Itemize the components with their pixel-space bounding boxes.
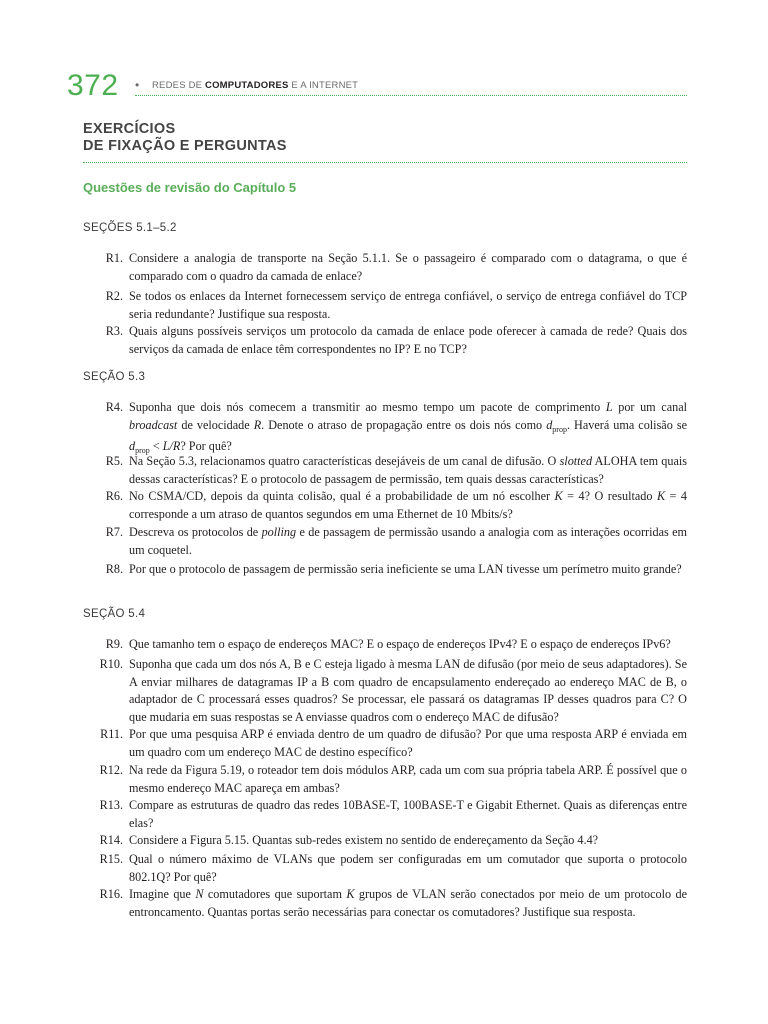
header-dotted-rule <box>135 95 687 96</box>
text-run: ALOHA tem quais dessas características? E o protocolo de passagem de permissão, tem quais dessas características? <box>129 454 688 486</box>
question-text: Considere a analogia de transporte na Seção 5.1.1. Se o passageiro é comparado com o datagrama, o que é comparado com o quadro da camada de enlace? <box>129 251 687 283</box>
question-text: Se todos os enlaces da Internet fornecessem serviço de entrega confiável, o serviço de entrega confiável do TCP seria redundante? Justifique sua resposta. <box>129 289 687 321</box>
question-text <box>129 524 687 559</box>
question-number: R14. <box>99 833 123 847</box>
running-header <box>67 70 687 102</box>
var-d: d <box>129 439 136 454</box>
text-run: grupos de VLAN serão conectados por meio de um protocolo de entroncamento. Quantas portas serão necessárias para conectar os comutadores? Justifique sua resposta. <box>129 887 687 919</box>
question-number: R8. <box>105 562 123 576</box>
question-number: R11. <box>100 727 123 741</box>
question-text: Quais alguns possíveis serviços um protocolo da camada de enlace pode oferecer à camada de rede? Quais dos serviços da camada de enlace têm correspondentes no IP? E no TCP? <box>129 324 687 356</box>
var-N: N <box>195 887 204 901</box>
var-K: K <box>656 489 666 503</box>
text-run: = 4 corresponde a um atraso de quantos segundos em uma Ethernet de 10 Mbits/s? <box>129 489 688 521</box>
question-text <box>129 453 687 488</box>
header-bullet: • <box>135 78 140 92</box>
question-text: Qual o número máximo de VLANs que podem ser configuradas em um comutador que suporta o protocolo 802.1Q? Por quê? <box>129 852 687 884</box>
text-run: comutadores que suportam <box>203 887 347 901</box>
text-run: ? Por quê? <box>180 439 232 454</box>
var-d: d <box>546 417 553 432</box>
page-number: 372 <box>67 69 119 102</box>
var-L-over-R: L/R <box>162 439 181 454</box>
exercises-title <box>83 121 287 155</box>
text-run: . Haverá uma colisão se <box>566 417 687 432</box>
running-title-post: E A INTERNET <box>288 80 359 91</box>
text-run: e de passagem de permissão usando a analogia com as interações ocorridas em um coquetel. <box>129 525 687 557</box>
question-text: Que tamanho tem o espaço de endereços MAC? E o espaço de endereços IPv4? E o espaço de endereços IPv6? <box>129 637 671 651</box>
question-text: Na rede da Figura 5.19, o roteador tem dois módulos ARP, cada um com sua própria tabela ARP. É possível que o mesmo endereço MAC apareça em ambas? <box>129 763 687 795</box>
running-title-pre: REDES DE <box>152 80 206 91</box>
term-polling: polling <box>261 525 297 539</box>
var-R: R <box>253 417 262 432</box>
running-title <box>152 80 358 91</box>
text-run: de velocidade <box>177 417 254 432</box>
question-number: R5. <box>105 454 123 468</box>
question-text: Suponha que cada um dos nós A, B e C esteja ligado à mesma LAN de difusão (por meio de seus adaptadores). Se A enviar milhares de datagramas IP a B com quadro de encapsulamento endereçado ao endereço MAC de B, o adaptador de C processará esses quadros? Se processar, ele passará os datagramas IP desses quadros para C? O que mudaria em suas respostas se A enviasse quadros com o endereço MAC de difusão? <box>129 657 687 724</box>
term-slotted: slotted <box>559 454 593 468</box>
exercises-title-line1: EXERCÍCIOS <box>83 121 176 137</box>
question-number: R10. <box>99 657 123 671</box>
text-run: . Denote o atraso de propagação entre os dois nós como <box>261 417 547 432</box>
text-run: Descreva os protocolos de <box>129 525 262 539</box>
running-title-bold: COMPUTADORES <box>205 80 289 91</box>
text-run: Imagine que <box>129 887 196 901</box>
text-run: Na Seção 5.3, relacionamos quatro características desejáveis de um canal de difusão. O <box>129 454 560 468</box>
question-number: R15. <box>99 852 123 866</box>
question-text: Compare as estruturas de quadro das redes 10BASE-T, 100BASE-T e Gigabit Ethernet. Quais as diferenças entre elas? <box>129 798 687 830</box>
text-run: Suponha que dois nós comecem a transmitir ao mesmo tempo um pacote de comprimento <box>129 400 606 414</box>
question-text <box>129 886 687 921</box>
question-text <box>129 488 687 523</box>
question-number: R1. <box>105 251 123 265</box>
section-heading-5-1-5-2: SEÇÕES 5.1–5.2 <box>83 222 177 234</box>
text-run: por um canal <box>612 400 688 414</box>
chapter-review-heading: Questões de revisão do Capítulo 5 <box>83 180 297 195</box>
text-run: < <box>149 439 163 454</box>
var-K: K <box>346 887 355 901</box>
section-heading-5-3: SEÇÃO 5.3 <box>83 371 146 383</box>
question-number: R2. <box>105 289 123 303</box>
question-number: R3. <box>105 324 123 338</box>
question-number: R13. <box>99 798 123 812</box>
section-heading-5-4: SEÇÃO 5.4 <box>83 608 146 620</box>
exercises-title-line2: DE FIXAÇÃO E PERGUNTAS <box>83 138 287 154</box>
question-number: R16. <box>99 887 123 901</box>
question-number: R12. <box>99 763 123 777</box>
question-text: Por que o protocolo de passagem de permissão seria ineficiente se uma LAN tivesse um perímetro muito grande? <box>129 562 682 576</box>
question-number: R9. <box>105 637 123 651</box>
question-number: R4. <box>105 400 123 414</box>
question-text: Por que uma pesquisa ARP é enviada dentro de um quadro de difusão? Por que uma resposta ARP é enviada em um quadro com um endereço MAC de destino específico? <box>129 727 687 759</box>
var-K: K <box>554 489 563 503</box>
question-number: R6. <box>105 489 123 503</box>
question-text: Considere a Figura 5.15. Quantas sub-redes existem no sentido de endereçamento da Seção 4.4? <box>129 833 599 847</box>
text-run: No CSMA/CD, depois da quinta colisão, qual é a probabilidade de um nó escolher <box>129 489 555 503</box>
term-broadcast: broadcast <box>129 417 178 432</box>
subscript-prop: prop <box>135 446 150 456</box>
text-run: = 4? O resultado <box>562 489 657 503</box>
title-dotted-rule <box>83 162 687 163</box>
var-L: L <box>605 400 613 414</box>
question-number: R7. <box>105 525 123 539</box>
question-text <box>129 399 687 460</box>
subscript-prop: prop <box>552 424 567 434</box>
